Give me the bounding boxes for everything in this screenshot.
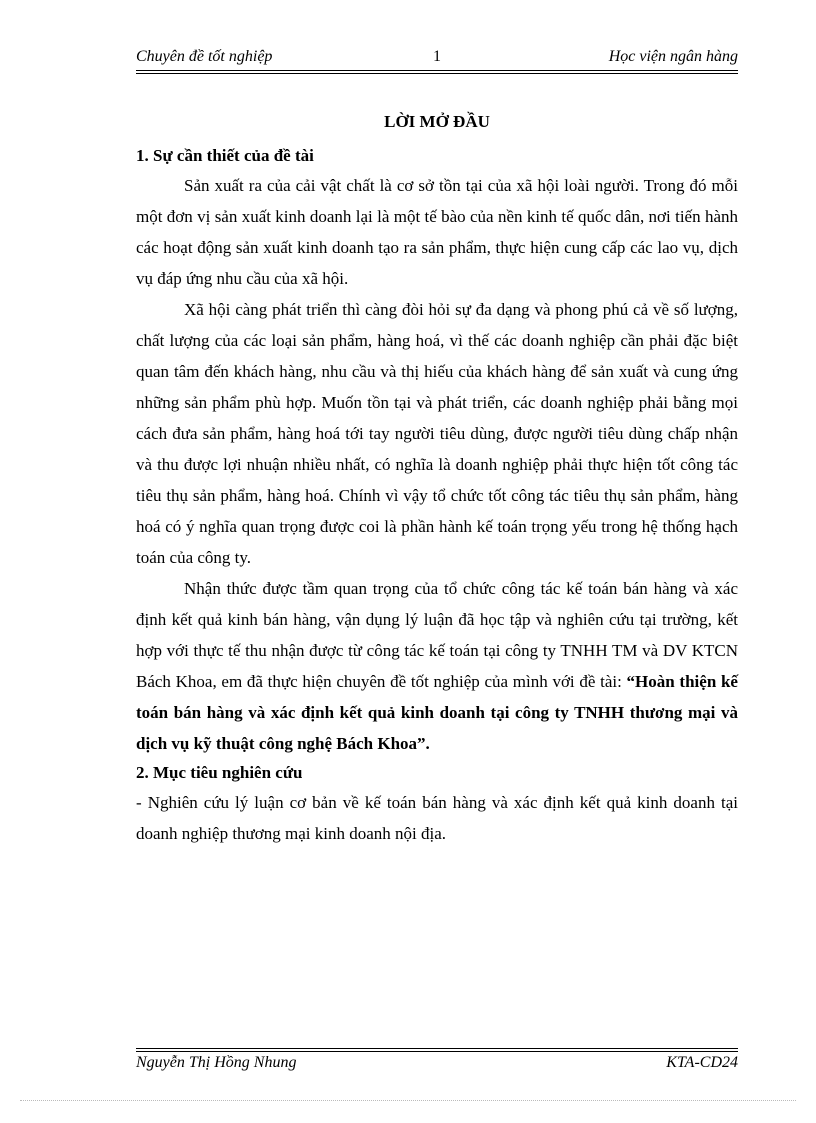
paragraph: - Nghiên cứu lý luận cơ bản về kế toán bán hàng và xác định kết quả kinh doanh tại doanh nghiệp thương mại kinh doanh nội địa. <box>136 793 738 843</box>
page-boundary <box>20 1100 796 1101</box>
footer-author: Nguyễn Thị Hồng Nhung <box>136 1054 297 1071</box>
footer-class-code: KTA-CD24 <box>666 1054 738 1071</box>
section-heading-1: 1. Sự cần thiết của đề tài <box>136 146 314 165</box>
page-title: LỜI MỞ ĐẦU <box>384 112 490 131</box>
header-doc-type: Chuyên đề tốt nghiệp <box>136 48 273 65</box>
paragraph-text: Nhận thức được tầm quan trọng của tổ chức công tác kế toán bán hàng và xác định kết quả kinh bán hàng, vận dụng lý luận đã học tập và nghiên cứu tại trường, kết hợp với thực tế thu nhận được từ công tác kế toán tại công ty TNHH TM và DV KTCN Bách Khoa, em đã thực hiện chuyên đề tốt nghiệp của mình với đề tài: <box>136 579 738 691</box>
paragraph: Sản xuất ra của cải vật chất là cơ sở tồn tại của xã hội loài người. Trong đó mỗi một đơn vị sản xuất kinh doanh lại là một tế bào của nền kinh tế quốc dân, nơi tiến hành các hoạt động sản xuất kinh doanh tạo ra sản phẩm, thực hiện cung cấp các lao vụ, dịch vụ đáp ứng nhu cầu của xã hội. <box>136 176 738 288</box>
section-heading-2: 2. Mục tiêu nghiên cứu <box>136 763 303 782</box>
page-body <box>136 108 738 849</box>
paragraph <box>136 573 738 759</box>
thesis-topic: “Hoàn thiện kế toán bán hàng và xác định kết quả kinh doanh tại công ty TNHH thương mại và dịch vụ kỹ thuật công nghệ Bách Khoa”. <box>136 672 738 753</box>
header-institution: Học viện ngân hàng <box>608 48 738 65</box>
header-rule <box>136 70 738 74</box>
paragraph: Xã hội càng phát triển thì càng đòi hỏi sự đa dạng và phong phú cả về số lượng, chất lượng của các loại sản phẩm, hàng hoá, vì thế các doanh nghiệp cần phải đặc biệt quan tâm đến khách hàng, nhu cầu và thị hiếu của khách hàng để sản xuất và cung ứng những sản phẩm phù hợp. Muốn tồn tại và phát triển, các doanh nghiệp phải bằng mọi cách đưa sản phẩm, hàng hoá tới tay người tiêu dùng, được người tiêu dùng chấp nhận và thu được lợi nhuận nhiều nhất, có nghĩa là doanh nghiệp phải thực hiện tốt công tác tiêu thụ sản phẩm, hàng hoá. Chính vì vậy tổ chức tốt công tác tiêu thụ sản phẩm, hàng hoá có ý nghĩa quan trọng được coi là phần hành kế toán trọng yếu trong hệ thống hạch toán của công ty. <box>136 300 738 567</box>
page-footer <box>136 1054 738 1076</box>
page-number: 1 <box>433 48 441 65</box>
page-header <box>136 48 738 70</box>
footer-rule <box>136 1048 738 1052</box>
